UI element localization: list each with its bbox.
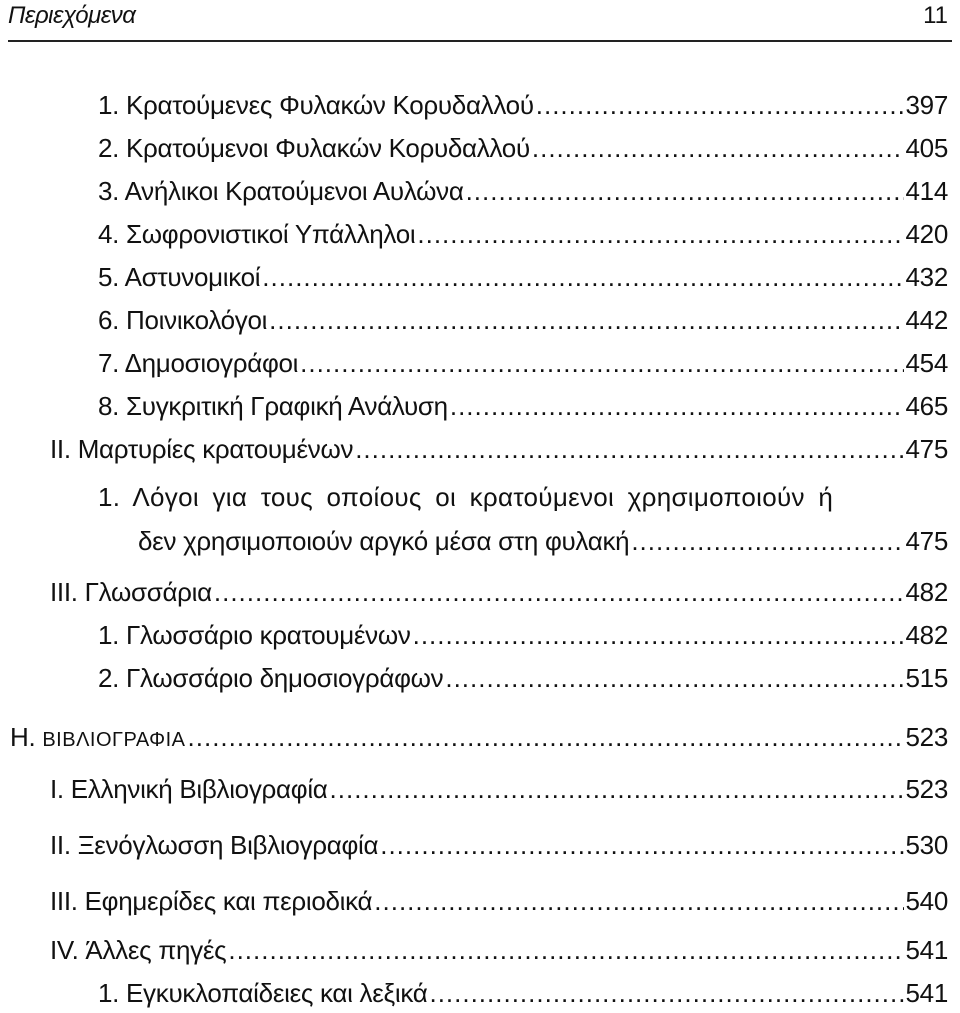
dot-leader	[429, 976, 903, 1010]
dot-leader	[532, 131, 904, 165]
toc-entry-label: 1. Εγκυκλοπαίδειες και λεξικά	[98, 978, 428, 1008]
dot-leader	[631, 524, 903, 558]
toc-entry-label: 5. Αστυνομικοί	[98, 262, 261, 292]
dot-leader	[466, 174, 904, 208]
toc-entry	[98, 174, 948, 208]
dot-leader	[380, 828, 903, 862]
toc-entry	[98, 976, 948, 1010]
dot-leader	[355, 432, 903, 466]
toc-entry-label: 7. Δημοσιογράφοι	[98, 348, 299, 378]
toc-entry-page: 432	[905, 262, 948, 292]
toc-entry-page: 482	[905, 577, 948, 607]
toc-entry	[50, 884, 948, 918]
toc-entry	[50, 933, 948, 967]
toc-entry	[98, 260, 948, 294]
toc-entry-label	[10, 720, 186, 757]
toc-entry-page: 530	[905, 830, 948, 860]
dot-leader	[214, 575, 904, 609]
toc-entry-label: Ι. Ελληνική Βιβλιογραφία	[50, 774, 328, 804]
toc-entry-page: 454	[905, 348, 948, 378]
dot-leader	[413, 618, 904, 652]
toc-entry	[50, 432, 948, 466]
toc-entry-label: ΙΙΙ. Γλωσσάρια	[50, 577, 212, 607]
toc-entry-page: 442	[905, 305, 948, 335]
toc-entry-label: ΙΙ. Μαρτυρίες κρατουμένων	[50, 434, 354, 464]
toc-entry-label: ΙΙΙ. Εφημερίδες και περιοδικά	[50, 886, 373, 916]
toc-entry-label: ΙΙ. Ξενόγλωσση Βιβλιογραφία	[50, 830, 379, 860]
dot-leader	[269, 303, 903, 337]
toc-entry-page: 475	[905, 434, 948, 464]
dot-leader	[300, 346, 903, 380]
toc-entry	[10, 720, 948, 754]
toc-entry-label: 2. Κρατούμενοι Φυλακών Κορυδαλλού	[98, 133, 530, 163]
toc-entry-page: 541	[905, 978, 948, 1008]
toc-entry	[98, 88, 948, 122]
section-prefix: Η.	[10, 722, 43, 752]
toc-entry-page: 475	[905, 526, 948, 556]
dot-leader	[445, 661, 903, 695]
toc-entry-label: 3. Ανήλικοι Κρατούμενοι Αυλώνα	[98, 176, 464, 206]
dot-leader	[330, 772, 904, 806]
toc-entry-label: δεν χρησιμοποιούν αργκό μέσα στη φυλακή	[138, 526, 630, 556]
toc-entry-label: 4. Σωφρονιστικοί Υπάλληλοι	[98, 219, 416, 249]
toc-entry-page: 540	[905, 886, 948, 916]
toc-entry-page: 405	[905, 133, 948, 163]
running-title: Περιεχόμενα	[8, 2, 136, 29]
dot-leader	[417, 217, 903, 251]
dot-leader	[536, 88, 904, 122]
toc-entry	[98, 661, 948, 695]
toc-entry	[98, 389, 948, 423]
toc-entry-page: 420	[905, 219, 948, 249]
toc-entry	[50, 772, 948, 806]
toc-entry	[98, 303, 948, 337]
dot-leader	[228, 933, 903, 967]
toc-entry-page: 482	[905, 620, 948, 650]
page-header	[8, 0, 952, 42]
toc-entry-page: 541	[905, 935, 948, 965]
dot-leader	[262, 260, 903, 294]
toc-entry-page: 397	[905, 90, 948, 120]
toc-entry-page: 465	[905, 391, 948, 421]
toc-entry-page: 515	[905, 663, 948, 693]
toc-entry-label: 8. Συγκριτική Γραφική Ανάλυση	[98, 391, 448, 421]
toc-entry-label: 6. Ποινικολόγοι	[98, 305, 268, 335]
page-number: 11	[923, 2, 948, 29]
toc-entry	[98, 618, 948, 652]
toc-entry	[98, 346, 948, 380]
toc-entry-page: 523	[905, 774, 948, 804]
toc-entry-page: 523	[905, 722, 948, 752]
section-title: ΒΙΒΛΙΟΓΡΑΦΙΑ	[42, 729, 186, 751]
toc-entry	[98, 131, 948, 165]
toc-entry-label: ΙV. Άλλες πηγές	[50, 935, 227, 965]
toc-entry-label: 2. Γλωσσάριο δημοσιογράφων	[98, 663, 444, 693]
toc-entry	[98, 217, 948, 251]
toc-entry-label: 1. Κρατούμενες Φυλακών Κορυδαλλού	[98, 90, 534, 120]
toc-entry-label: 1. Γλωσσάριο κρατουμένων	[98, 620, 411, 650]
toc-entry-first-line: 1. Λόγοι για τους οποίους οι κρατούμενοι χρησιμοποιούν ή	[98, 482, 834, 512]
dot-leader	[188, 720, 904, 754]
toc-entry-page: 414	[905, 176, 948, 206]
dot-leader	[450, 389, 904, 423]
toc-entry	[50, 575, 948, 609]
dot-leader	[374, 884, 903, 918]
toc-entry	[138, 524, 948, 558]
toc-entry	[50, 828, 948, 862]
